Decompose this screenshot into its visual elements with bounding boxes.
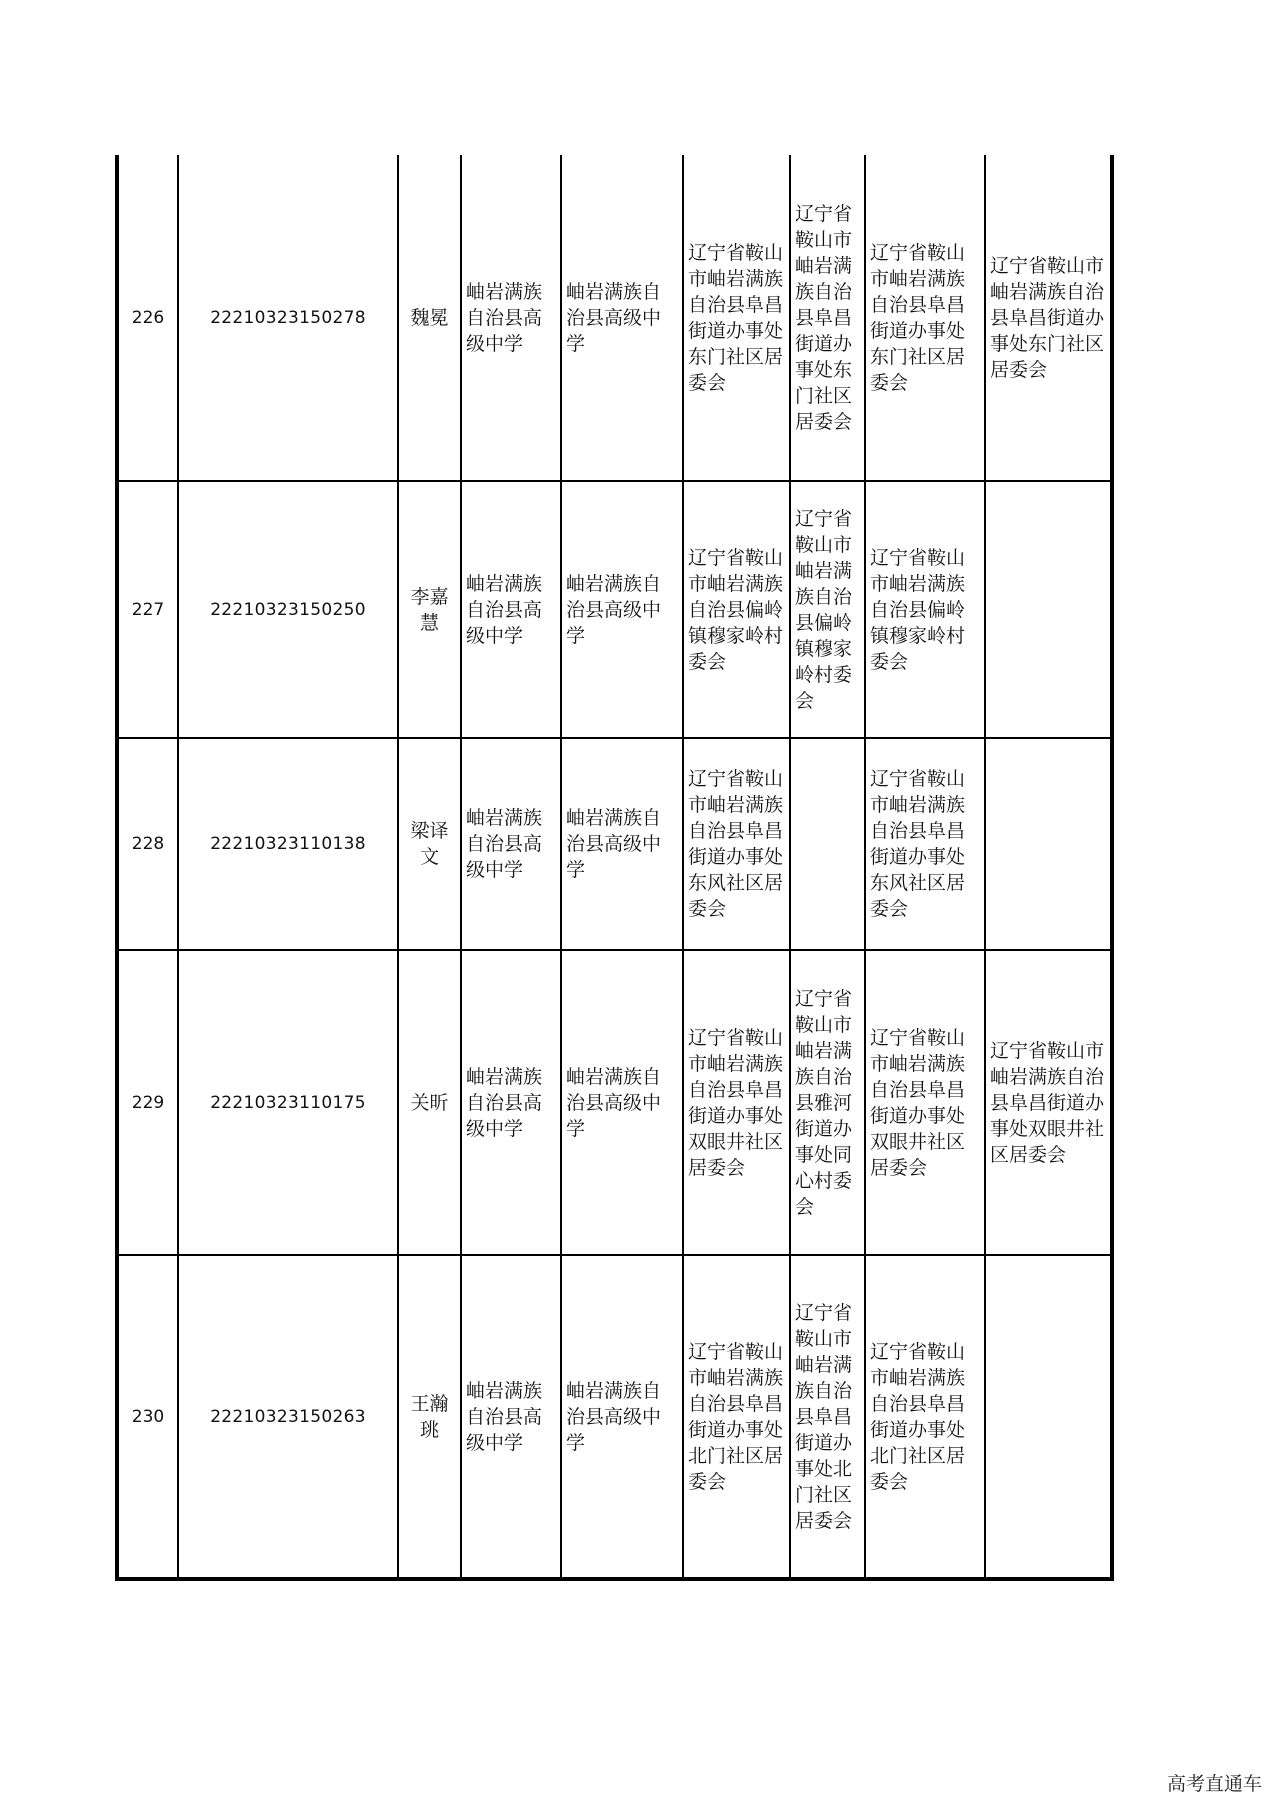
address-cell: 辽宁省鞍山市岫岩满族自治县阜昌街道办事处东门社区居委会 — [985, 155, 1112, 481]
school-cell: 岫岩满族自治县高级中学 — [461, 1255, 561, 1579]
exam-number: 22210323150250 — [178, 481, 398, 738]
exam-number: 22210323110175 — [178, 950, 398, 1255]
address-cell: 辽宁省鞍山市岫岩满族自治县偏岭镇穆家岭村委会 — [683, 481, 790, 738]
address-cell: 辽宁省鞍山市岫岩满族自治县阜昌街道办事处东门社区居委会 — [865, 155, 985, 481]
student-name: 梁译文 — [398, 738, 461, 950]
table-row — [117, 155, 1112, 481]
table-row — [117, 1255, 1112, 1579]
address-cell: 辽宁省鞍山市岫岩满族自治县阜昌街道办事处北门社区居委会 — [790, 1255, 865, 1579]
table-row — [117, 738, 1112, 950]
address-cell — [790, 738, 865, 950]
row-index: 228 — [117, 738, 178, 950]
school-cell: 岫岩满族自治县高级中学 — [561, 155, 683, 481]
address-cell: 辽宁省鞍山市岫岩满族自治县阜昌街道办事处双眼井社区居委会 — [865, 950, 985, 1255]
address-cell: 辽宁省鞍山市岫岩满族自治县雅河街道办事处同心村委会 — [790, 950, 865, 1255]
school-cell: 岫岩满族自治县高级中学 — [461, 950, 561, 1255]
row-index: 227 — [117, 481, 178, 738]
row-index: 230 — [117, 1255, 178, 1579]
address-cell — [985, 738, 1112, 950]
school-cell: 岫岩满族自治县高级中学 — [561, 481, 683, 738]
student-name: 关昕 — [398, 950, 461, 1255]
table-row — [117, 950, 1112, 1255]
school-cell: 岫岩满族自治县高级中学 — [461, 155, 561, 481]
exam-number: 22210323110138 — [178, 738, 398, 950]
address-cell: 辽宁省鞍山市岫岩满族自治县阜昌街道办事处东风社区居委会 — [865, 738, 985, 950]
school-cell: 岫岩满族自治县高级中学 — [561, 950, 683, 1255]
exam-number: 22210323150278 — [178, 155, 398, 481]
address-cell: 辽宁省鞍山市岫岩满族自治县阜昌街道办事处双眼井社区居委会 — [985, 950, 1112, 1255]
address-cell: 辽宁省鞍山市岫岩满族自治县阜昌街道办事处北门社区居委会 — [683, 1255, 790, 1579]
address-cell: 辽宁省鞍山市岫岩满族自治县阜昌街道办事处东门社区居委会 — [790, 155, 865, 481]
address-cell: 辽宁省鞍山市岫岩满族自治县阜昌街道办事处北门社区居委会 — [865, 1255, 985, 1579]
address-cell: 辽宁省鞍山市岫岩满族自治县阜昌街道办事处东门社区居委会 — [683, 155, 790, 481]
address-cell: 辽宁省鞍山市岫岩满族自治县阜昌街道办事处双眼井社区居委会 — [683, 950, 790, 1255]
student-name: 魏冕 — [398, 155, 461, 481]
address-cell: 辽宁省鞍山市岫岩满族自治县偏岭镇穆家岭村委会 — [865, 481, 985, 738]
student-name: 李嘉慧 — [398, 481, 461, 738]
school-cell: 岫岩满族自治县高级中学 — [461, 738, 561, 950]
exam-number: 22210323150263 — [178, 1255, 398, 1579]
row-index: 226 — [117, 155, 178, 481]
school-cell: 岫岩满族自治县高级中学 — [561, 738, 683, 950]
address-cell: 辽宁省鞍山市岫岩满族自治县偏岭镇穆家岭村委会 — [790, 481, 865, 738]
table-row — [117, 481, 1112, 738]
roster-table — [115, 155, 1114, 1581]
address-cell — [985, 481, 1112, 738]
address-cell — [985, 1255, 1112, 1579]
school-cell: 岫岩满族自治县高级中学 — [461, 481, 561, 738]
address-cell: 辽宁省鞍山市岫岩满族自治县阜昌街道办事处东风社区居委会 — [683, 738, 790, 950]
row-index: 229 — [117, 950, 178, 1255]
student-name: 王瀚珧 — [398, 1255, 461, 1579]
school-cell: 岫岩满族自治县高级中学 — [561, 1255, 683, 1579]
watermark-text: 高考直通车 — [1166, 1773, 1262, 1795]
